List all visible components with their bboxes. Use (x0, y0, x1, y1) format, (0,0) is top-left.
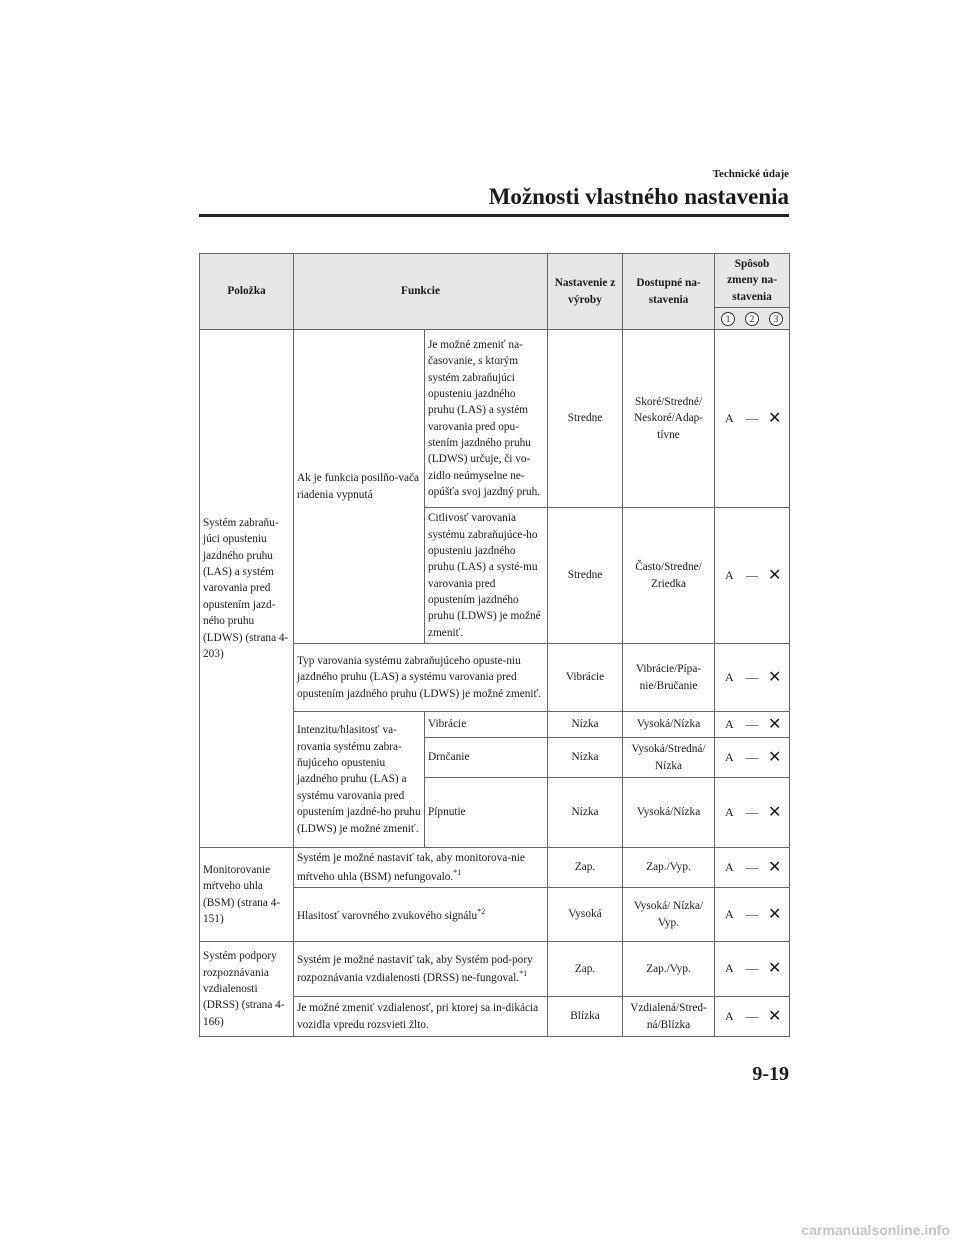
settings-table (199, 253, 790, 1037)
item-drss: Systém podpory rozpoznávania vzdialenosti (DRSS) (strana 4-166) (200, 942, 294, 1037)
method-cell: A — ✕ (715, 712, 790, 738)
col-header-default: Nastavenie z výroby (548, 254, 623, 330)
col-header-function: Funkcie (294, 254, 548, 330)
method-cell: A — ✕ (715, 778, 790, 848)
cross-icon: ✕ (767, 803, 782, 821)
default-cell: Zap. (548, 848, 623, 888)
method-icons (715, 308, 790, 330)
circled-2-icon: 2 (745, 312, 759, 326)
intensity-type: Vibrácie (425, 712, 548, 738)
table-row (200, 942, 790, 997)
default-cell: Stredne (548, 330, 623, 508)
available-cell: Vzdialená/Stred-ná/Blízka (623, 997, 715, 1037)
default-cell: Nízka (548, 738, 623, 778)
default-cell: Zap. (548, 942, 623, 997)
section-label: Technické údaje (712, 168, 789, 180)
default-cell: Vysoká (548, 888, 623, 942)
function-cell: Je možné zmeniť vzdialenosť, pri ktorej sa in-dikácia vozidla vpredu rozsvieti žlto. (294, 997, 548, 1037)
page-title: Možnosti vlastného nastavenia (488, 184, 789, 209)
cross-icon: ✕ (767, 905, 782, 923)
available-cell: Vibrácie/Pípa-nie/Bručanie (623, 644, 715, 712)
method-cell: A — ✕ (715, 508, 790, 644)
item-bsm: Monitorovanie mŕtveho uhla (BSM) (strana 4-151) (200, 848, 294, 942)
available-cell: Zap./Vyp. (623, 848, 715, 888)
available-cell: Často/Stredne/ Zriedka (623, 508, 715, 644)
col-header-available: Dostupné na-stavenia (623, 254, 715, 330)
intensity-type: Drnčanie (425, 738, 548, 778)
function-cell: Je možné zmeniť na-časovanie, s ktorým systém zabraňujúci opusteniu jazdného pruhu (LAS) a systém varovania pred opu-stením jazdného pruhu (LDWS) určuje, či vo-zidlo neúmyselne ne-opúšťa svoj jazdný pruh. (425, 330, 548, 508)
table-row (200, 330, 790, 508)
available-cell: Vysoká/ Nízka/ Vyp. (623, 888, 715, 942)
page-number: 9-19 (752, 1063, 789, 1085)
function-cell: Systém je možné nastaviť tak, aby Systém pod-pory rozpoznávania vzdialenosti (DRSS) ne-fungoval.$^{*1}$ (294, 942, 548, 997)
function-cell: Systém je možné nastaviť tak, aby monitorova-nie mŕtveho uhla (BSM) nefungovalo.$^{*1}$ (294, 848, 548, 888)
method-cell: A — ✕ (715, 942, 790, 997)
available-cell: Skoré/Stredné/ Neskoré/Adap-tívne (623, 330, 715, 508)
item-las: Systém zabraňu-júci opusteniu jazdného pruhu (LAS) a systém varovania pred opustením jazd-ného pruhu (LDWS) (strana 4-203) (200, 330, 294, 848)
default-cell: Nízka (548, 778, 623, 848)
function-cell: Citlivosť varovania systému zabraňujúce-ho opusteniu jazdného pruhu (LAS) a systé-mu varovania pred opustením jazdného pruhu (LDWS) je možné zmeniť. (425, 508, 548, 644)
table-row (200, 848, 790, 888)
title-divider (199, 214, 789, 217)
method-cell: A — ✕ (715, 888, 790, 942)
circled-3-icon: 3 (769, 312, 783, 326)
col-header-item: Položka (200, 254, 294, 330)
circled-1-icon: 1 (721, 312, 735, 326)
cross-icon: ✕ (767, 1007, 782, 1025)
method-cell: A — ✕ (715, 644, 790, 712)
intensity-label: Intenzitu/hlasitosť va-rovania systému zabra-ňujúceho opusteniu jazdného pruhu (LAS) a systému varovania pred opustením jazdné-ho pruhu (LDWS) je možné zmeniť. (294, 712, 425, 848)
cross-icon: ✕ (767, 858, 782, 876)
method-cell: A — ✕ (715, 997, 790, 1037)
default-cell: Stredne (548, 508, 623, 644)
method-cell: A — ✕ (715, 738, 790, 778)
available-cell: Zap./Vyp. (623, 942, 715, 997)
cross-icon: ✕ (767, 668, 782, 686)
cross-icon: ✕ (767, 748, 782, 766)
col-header-method: Spôsob zmeny na-stavenia (715, 254, 790, 308)
method-cell: A — ✕ (715, 330, 790, 508)
available-cell: Vysoká/Nízka (623, 778, 715, 848)
watermark: carmanualsonline.info (801, 1222, 950, 1238)
function-cell: Typ varovania systému zabraňujúceho opuste-niu jazdného pruhu (LAS) a systému varovania pred opustením jazdného pruhu (LDWS) je možné zmeniť. (294, 644, 548, 712)
method-cell: A — ✕ (715, 848, 790, 888)
cross-icon: ✕ (767, 715, 782, 733)
sub-assist-off: Ak je funkcia posilňo-vača riadenia vypnutá (294, 330, 425, 644)
available-cell: Vysoká/Stredná/ Nízka (623, 738, 715, 778)
function-cell: Hlasitosť varovného zvukového signálu$^{*2}$ (294, 888, 548, 942)
default-cell: Vibrácie (548, 644, 623, 712)
intensity-type: Pípnutie (425, 778, 548, 848)
cross-icon: ✕ (767, 409, 782, 427)
available-cell: Vysoká/Nízka (623, 712, 715, 738)
cross-icon: ✕ (767, 960, 782, 978)
cross-icon: ✕ (767, 566, 782, 584)
default-cell: Blízka (548, 997, 623, 1037)
default-cell: Nízka (548, 712, 623, 738)
